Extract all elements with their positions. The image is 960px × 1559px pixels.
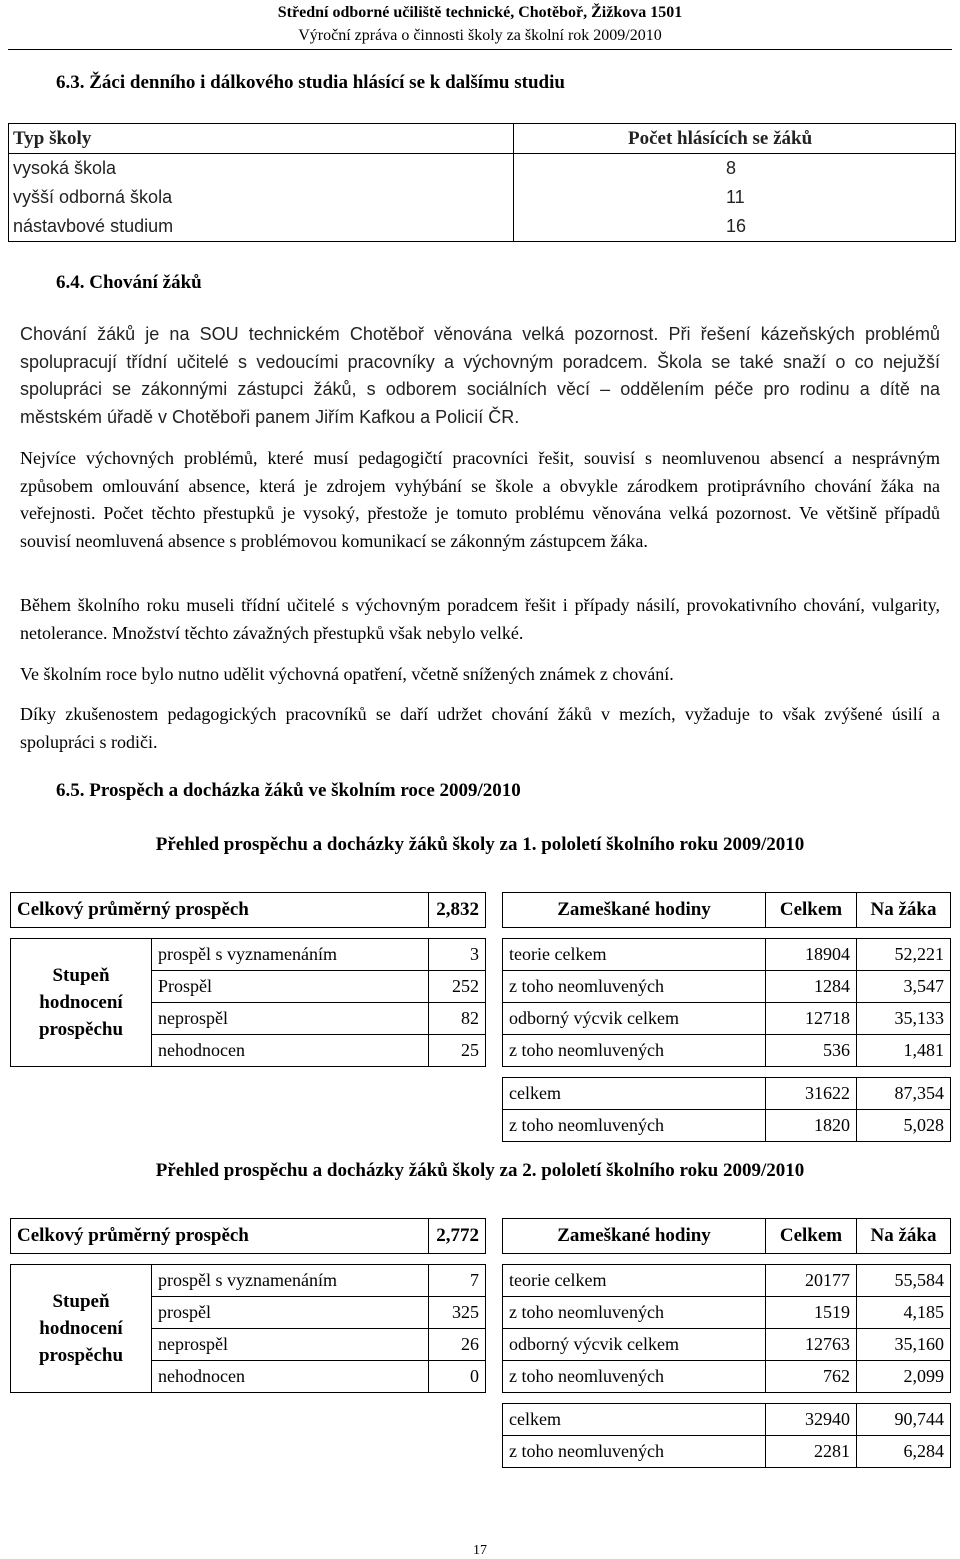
table-row xyxy=(503,1361,951,1393)
behavior-paragraph-5: Díky zkušenostem pedagogických pracovníků se daří udržet chování žáků v mezích, vyžaduje to však zvýšené úsilí a spolupráci s rodiči. xyxy=(20,704,940,752)
absence-label: z toho neomluvených xyxy=(503,1361,766,1393)
school-type-cell: vyšší odborná škola xyxy=(9,183,514,212)
table-row xyxy=(503,1265,951,1297)
grade-count: 252 xyxy=(429,971,486,1003)
table-row xyxy=(503,939,951,971)
table-row xyxy=(503,971,951,1003)
absence-header-row xyxy=(503,1219,951,1254)
grade-level-label: Stupeň hodnocení prospěchu xyxy=(11,939,152,1067)
behavior-paragraph-2: Nejvíce výchovných problémů, které musí pedagogičtí pracovníci řešit, souvisí s neomluvenou absencí a nesprávným způsobem omlouvání absence, která je zdrojem vyhýbání se škole a obvykle zárodkem protiprávního chování žáka na veřejnosti. Počet těchto přestupků je vysoký, přestože je tomuto problému věnována velká pozornost. Ve většině případů souvisí neomluvená absence s problémovou komunikací se zákonným zástupcem žáka. xyxy=(20,448,940,551)
table-spacer xyxy=(503,928,951,939)
grade-count: 0 xyxy=(429,1361,486,1393)
header-rule xyxy=(8,49,952,50)
table-row xyxy=(503,1436,951,1468)
absence-total: 12718 xyxy=(766,1003,857,1035)
half2-absence-table xyxy=(502,1218,951,1468)
grade-label: Prospěl xyxy=(152,971,429,1003)
grade-label: neprospěl xyxy=(152,1329,429,1361)
page-number: 17 xyxy=(473,1543,487,1558)
table-row xyxy=(503,1404,951,1436)
col-total: Celkem xyxy=(766,1219,857,1254)
absence-total: 32940 xyxy=(766,1404,857,1436)
table-row xyxy=(503,1110,951,1142)
count-cell: 11 xyxy=(514,183,956,212)
grade-count: 26 xyxy=(429,1329,486,1361)
absence-label: teorie celkem xyxy=(503,939,766,971)
grade-count: 25 xyxy=(429,1035,486,1067)
half1-title: Přehled prospěchu a docházky žáků školy za 1. pololetí školního roku 2009/2010 xyxy=(155,834,805,855)
grade-label: prospěl s vyznamenáním xyxy=(152,1265,429,1297)
table-row xyxy=(9,183,956,212)
half1-grades-table xyxy=(10,892,486,1067)
absence-total: 20177 xyxy=(766,1265,857,1297)
table-row xyxy=(9,154,956,184)
absence-per-student: 35,133 xyxy=(857,1003,951,1035)
document-header-report: Výroční zpráva o činnosti školy za školní rok 2009/2010 xyxy=(298,27,662,44)
absence-label: celkem xyxy=(503,1404,766,1436)
grade-label: prospěl xyxy=(152,1297,429,1329)
absence-label: z toho neomluvených xyxy=(503,1297,766,1329)
grade-count: 7 xyxy=(429,1265,486,1297)
table-header-row xyxy=(9,124,956,154)
table-row xyxy=(503,1078,951,1110)
table-row xyxy=(503,1297,951,1329)
absence-per-student: 4,185 xyxy=(857,1297,951,1329)
grade-level-label: Stupeň hodnocení prospěchu xyxy=(11,1265,152,1393)
absence-label: z toho neomluvených xyxy=(503,971,766,1003)
grade-count: 82 xyxy=(429,1003,486,1035)
school-type-cell: nástavbové studium xyxy=(9,212,514,242)
absence-total: 762 xyxy=(766,1361,857,1393)
section-title-6-5: 6.5. Prospěch a docházka žáků ve školním roce 2009/2010 xyxy=(56,780,521,801)
absence-per-student: 90,744 xyxy=(857,1404,951,1436)
absence-total: 1519 xyxy=(766,1297,857,1329)
col-school-type: Typ školy xyxy=(9,124,514,154)
grade-label: nehodnocen xyxy=(152,1035,429,1067)
grade-label: neprospěl xyxy=(152,1003,429,1035)
absence-total: 12763 xyxy=(766,1329,857,1361)
table-row xyxy=(503,1035,951,1067)
average-grade-row xyxy=(11,893,486,928)
grade-count: 325 xyxy=(429,1297,486,1329)
absence-label: z toho neomluvených xyxy=(503,1110,766,1142)
absence-per-student: 5,028 xyxy=(857,1110,951,1142)
table-spacer xyxy=(11,1254,486,1265)
half2-title: Přehled prospěchu a docházky žáků školy za 2. pololetí školního roku 2009/2010 xyxy=(155,1160,805,1181)
section-title-6-4: 6.4. Chování žáků xyxy=(56,272,202,293)
table-spacer xyxy=(11,928,486,939)
col-applicant-count: Počet hlásících se žáků xyxy=(514,124,956,154)
average-grade-row xyxy=(11,1219,486,1254)
col-per-student: Na žáka xyxy=(857,893,951,928)
table-row xyxy=(503,1329,951,1361)
absence-label: z toho neomluvených xyxy=(503,1035,766,1067)
absence-header-row xyxy=(503,893,951,928)
absence-total: 2281 xyxy=(766,1436,857,1468)
behavior-paragraph-3: Během školního roku museli třídní učitelé s výchovným poradcem řešit i případy násilí, provokativního chování, vulgarity, netolerance. Množství těchto závažných přestupků však nebylo velké. xyxy=(20,595,940,643)
absence-per-student: 3,547 xyxy=(857,971,951,1003)
average-grade-label: Celkový průměrný prospěch xyxy=(11,893,429,928)
col-missed-hours: Zameškané hodiny xyxy=(503,1219,766,1254)
table-spacer xyxy=(503,1067,951,1078)
table-row xyxy=(503,1003,951,1035)
document-header-school: Střední odborné učiliště technické, Chotěboř, Žižkova 1501 xyxy=(277,4,683,21)
col-missed-hours: Zameškané hodiny xyxy=(503,893,766,928)
grade-count: 3 xyxy=(429,939,486,971)
count-cell: 16 xyxy=(514,212,956,242)
absence-label: odborný výcvik celkem xyxy=(503,1329,766,1361)
absence-label: teorie celkem xyxy=(503,1265,766,1297)
absence-total: 1284 xyxy=(766,971,857,1003)
col-per-student: Na žáka xyxy=(857,1219,951,1254)
absence-per-student: 2,099 xyxy=(857,1361,951,1393)
absence-per-student: 52,221 xyxy=(857,939,951,971)
absence-per-student: 35,160 xyxy=(857,1329,951,1361)
table-row xyxy=(11,939,486,971)
absence-per-student: 55,584 xyxy=(857,1265,951,1297)
absence-per-student: 6,284 xyxy=(857,1436,951,1468)
section-title-6-3: 6.3. Žáci denního i dálkového studia hlásící se k dalšímu studiu xyxy=(56,72,565,93)
count-cell: 8 xyxy=(514,154,956,184)
grade-label: nehodnocen xyxy=(152,1361,429,1393)
half1-absence-table xyxy=(502,892,951,1142)
average-grade-value: 2,772 xyxy=(429,1219,486,1254)
absence-label: z toho neomluvených xyxy=(503,1436,766,1468)
behavior-paragraph-4: Ve školním roce bylo nutno udělit výchovná opatření, včetně snížených známek z chování. xyxy=(20,664,674,684)
table-row xyxy=(9,212,956,242)
table-spacer xyxy=(503,1254,951,1265)
half2-grades-table xyxy=(10,1218,486,1393)
school-type-table xyxy=(8,123,956,242)
absence-per-student: 1,481 xyxy=(857,1035,951,1067)
grade-label: prospěl s vyznamenáním xyxy=(152,939,429,971)
absence-label: odborný výcvik celkem xyxy=(503,1003,766,1035)
behavior-paragraph-1: Chování žáků je na SOU technickém Chotěboř věnována velká pozornost. Při řešení kázeňských problémů spolupracují třídní učitelé s vedoucími pracovníky a výchovným poradcem. Škola se také snaží o co nejužší spolupráci se zákonnými zástupci žáků, s odborem sociálních věcí – oddělením péče pro rodinu a dítě na městském úřadě v Chotěboři panem Jiřím Kafkou a Policií ČR. xyxy=(20,324,940,427)
absence-total: 536 xyxy=(766,1035,857,1067)
school-type-cell: vysoká škola xyxy=(9,154,514,184)
absence-label: celkem xyxy=(503,1078,766,1110)
table-spacer xyxy=(503,1393,951,1404)
table-row xyxy=(11,1265,486,1297)
average-grade-label: Celkový průměrný prospěch xyxy=(11,1219,429,1254)
absence-per-student: 87,354 xyxy=(857,1078,951,1110)
absence-total: 31622 xyxy=(766,1078,857,1110)
absence-total: 18904 xyxy=(766,939,857,971)
average-grade-value: 2,832 xyxy=(429,893,486,928)
absence-total: 1820 xyxy=(766,1110,857,1142)
col-total: Celkem xyxy=(766,893,857,928)
